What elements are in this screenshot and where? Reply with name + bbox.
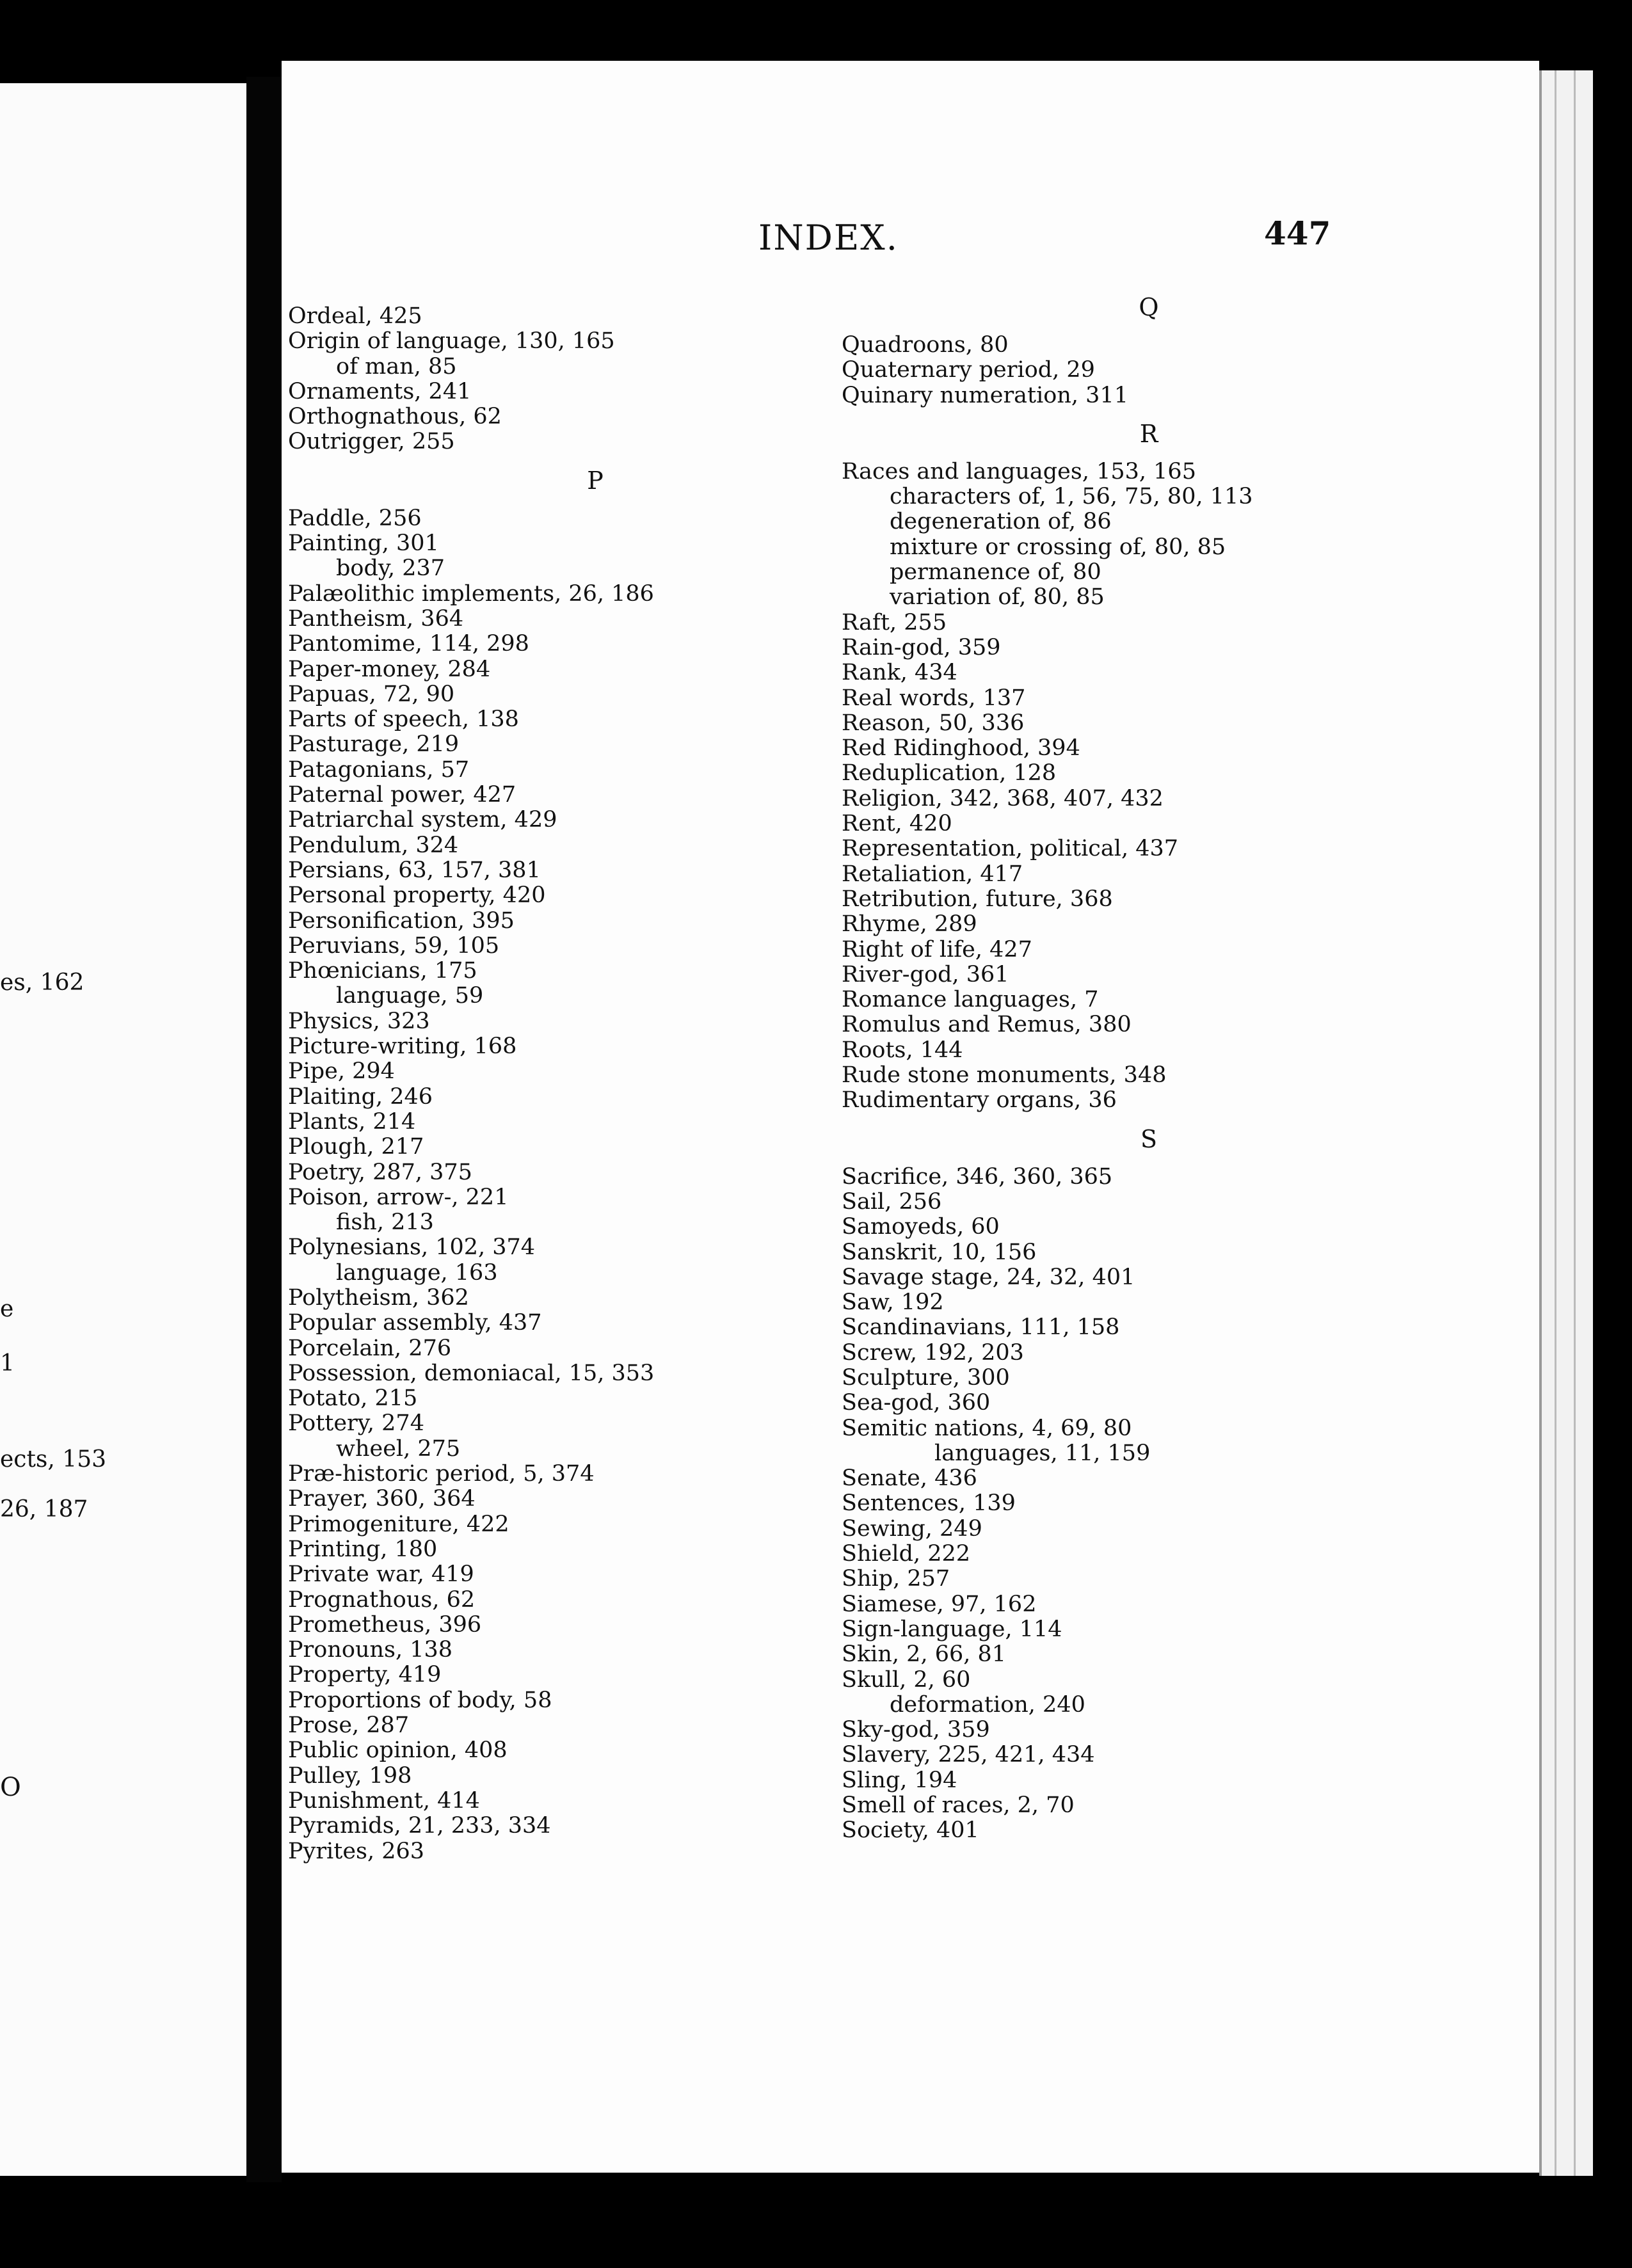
index-entry: Retaliation, 417 [842, 861, 1023, 887]
index-entry: Punishment, 414 [288, 1787, 480, 1814]
left-page-fragment: 26, 187 [0, 1496, 88, 1522]
index-entry: Sail, 256 [842, 1188, 942, 1215]
index-entry: Physics, 323 [288, 1008, 430, 1034]
index-entry: Society, 401 [842, 1817, 979, 1844]
index-entry: Sign-language, 114 [842, 1616, 1062, 1642]
index-entry: Primogeniture, 422 [288, 1511, 509, 1537]
left-page [0, 83, 246, 2176]
left-page-fragment: O [0, 1773, 21, 1802]
book-spine [246, 77, 282, 2182]
index-entry: Reduplication, 128 [842, 760, 1057, 787]
index-column-2 [842, 282, 1456, 1844]
left-page-fragment: e [0, 1296, 14, 1322]
index-entry: Pipe, 294 [288, 1058, 395, 1085]
index-subentry: characters of, 1, 56, 75, 80, 113 [890, 484, 1253, 510]
index-entry: Skin, 2, 66, 81 [842, 1641, 1007, 1668]
section-letter: P [587, 466, 604, 495]
index-subentry: mixture or crossing of, 80, 85 [890, 534, 1226, 560]
index-entry: Siamese, 97, 162 [842, 1591, 1037, 1617]
index-entry: Proportions of body, 58 [288, 1687, 552, 1713]
index-column-1 [288, 304, 902, 1864]
index-entry: Sea-god, 360 [842, 1390, 991, 1416]
index-entry: Rain-god, 359 [842, 634, 1001, 660]
index-entry: Præ-historic period, 5, 374 [288, 1461, 595, 1487]
index-entry: Representation, political, 437 [842, 836, 1179, 862]
index-entry: Roots, 144 [842, 1037, 963, 1063]
page-title: INDEX. [758, 218, 899, 258]
index-entry: Romulus and Remus, 380 [842, 1012, 1132, 1038]
index-entry: Pottery, 274 [288, 1410, 424, 1437]
index-entry: Shield, 222 [842, 1541, 971, 1567]
index-entry: Popular assembly, 437 [288, 1310, 542, 1336]
index-entry: Outrigger, 255 [288, 429, 455, 455]
index-entry: Patagonians, 57 [288, 756, 470, 783]
index-subentry: of man, 85 [336, 353, 457, 379]
index-entry: Samoyeds, 60 [842, 1214, 1000, 1240]
index-entry: Ship, 257 [842, 1566, 950, 1592]
index-entry: Pulley, 198 [288, 1762, 412, 1789]
index-entry: Quaternary period, 29 [842, 357, 1095, 383]
index-entry: Polytheism, 362 [288, 1284, 469, 1311]
page-number: 447 [1264, 214, 1331, 252]
right-page [282, 61, 1539, 2173]
index-entry: Ornaments, 241 [288, 378, 472, 404]
index-entry: Printing, 180 [288, 1536, 438, 1562]
index-entry: Sky-god, 359 [842, 1717, 990, 1743]
index-entry: Right of life, 427 [842, 936, 1032, 962]
left-page-fragment: ects, 153 [0, 1446, 107, 1473]
index-subentry: language, 59 [336, 983, 484, 1009]
section-letter: Q [1139, 293, 1159, 321]
left-page-fragment: es, 162 [0, 970, 84, 996]
index-entry: Plough, 217 [288, 1134, 424, 1160]
index-entry: Papuas, 72, 90 [288, 681, 455, 707]
index-subentry: variation of, 80, 85 [890, 584, 1105, 611]
index-entry: Retribution, future, 368 [842, 886, 1113, 912]
index-entry: Senate, 436 [842, 1465, 977, 1492]
index-entry: Semitic nations, 4, 69, 80 [842, 1415, 1132, 1441]
page-edge [1539, 70, 1593, 2176]
index-entry: Origin of language, 130, 165 [288, 328, 615, 355]
index-entry: Picture-writing, 168 [288, 1034, 517, 1060]
index-subentry: degeneration of, 86 [890, 509, 1112, 535]
index-entry: Prose, 287 [288, 1713, 410, 1739]
section-letter: S [1140, 1124, 1158, 1153]
index-entry: Patriarchal system, 429 [288, 807, 557, 833]
index-entry: Potato, 215 [288, 1386, 418, 1412]
index-entry: Saw, 192 [842, 1290, 944, 1316]
index-entry: Slavery, 225, 421, 434 [842, 1742, 1095, 1768]
index-entry: Rudimentary organs, 36 [842, 1087, 1117, 1114]
index-entry: Pantomime, 114, 298 [288, 631, 529, 657]
index-entry: Palæolithic implements, 26, 186 [288, 580, 654, 607]
index-entry: Persians, 63, 157, 381 [288, 857, 541, 883]
index-entry: Quadroons, 80 [842, 332, 1009, 358]
index-entry: Sling, 194 [842, 1767, 957, 1793]
index-entry: Religion, 342, 368, 407, 432 [842, 785, 1164, 811]
index-entry: Sanskrit, 10, 156 [842, 1239, 1037, 1265]
index-entry: Property, 419 [288, 1662, 442, 1688]
left-page-fragment: 1 [0, 1350, 15, 1377]
index-entry: Savage stage, 24, 32, 401 [842, 1264, 1135, 1290]
index-entry: Skull, 2, 60 [842, 1666, 971, 1693]
index-entry: Romance languages, 7 [842, 987, 1099, 1013]
index-entry: Scandinavians, 111, 158 [842, 1314, 1120, 1341]
index-entry: Poetry, 287, 375 [288, 1159, 472, 1185]
index-entry: Quinary numeration, 311 [842, 382, 1128, 408]
index-entry: Porcelain, 276 [288, 1335, 452, 1361]
index-subentry: language, 163 [336, 1259, 498, 1286]
index-entry: Parts of speech, 138 [288, 707, 519, 733]
index-entry: Real words, 137 [842, 685, 1026, 711]
index-entry: Plants, 214 [288, 1108, 416, 1135]
index-entry: Paper-money, 284 [288, 656, 491, 682]
index-entry: Rent, 420 [842, 811, 952, 837]
index-entry: Pantheism, 364 [288, 605, 464, 632]
index-entry: Pronouns, 138 [288, 1637, 453, 1663]
index-entry: Screw, 192, 203 [842, 1339, 1024, 1366]
index-entry: Prognathous, 62 [288, 1586, 476, 1613]
index-entry: Sacrifice, 346, 360, 365 [842, 1163, 1113, 1190]
index-entry: Red Ridinghood, 394 [842, 735, 1080, 762]
index-entry: Public opinion, 408 [288, 1737, 508, 1764]
index-entry: Prayer, 360, 364 [288, 1486, 476, 1512]
index-entry: Private war, 419 [288, 1561, 474, 1588]
index-entry: Paddle, 256 [288, 505, 422, 531]
index-entry: Pendulum, 324 [288, 832, 459, 858]
index-subentry: permanence of, 80 [890, 559, 1101, 586]
index-entry: Phœnicians, 175 [288, 958, 477, 984]
index-entry: Raft, 255 [842, 609, 947, 635]
index-entry: Smell of races, 2, 70 [842, 1793, 1075, 1819]
index-entry: Rank, 434 [842, 660, 957, 686]
index-entry: Ordeal, 425 [288, 303, 422, 329]
index-entry: Pyramids, 21, 233, 334 [288, 1813, 551, 1839]
index-entry: Rhyme, 289 [842, 911, 977, 938]
index-entry: Sentences, 139 [842, 1490, 1016, 1517]
index-entry: Pasturage, 219 [288, 731, 460, 758]
index-entry: Races and languages, 153, 165 [842, 458, 1196, 484]
index-entry: Prometheus, 396 [288, 1611, 482, 1638]
section-letter: R [1139, 419, 1158, 448]
index-entry: River-god, 361 [842, 961, 1009, 987]
index-subentry: fish, 213 [336, 1210, 434, 1236]
index-entry: Painting, 301 [288, 531, 439, 557]
index-entry: Reason, 50, 336 [842, 710, 1025, 736]
index-entry: Sewing, 249 [842, 1515, 982, 1542]
index-subentry: body, 237 [336, 555, 445, 582]
index-entry: Rude stone monuments, 348 [842, 1062, 1167, 1089]
index-entry: Orthognathous, 62 [288, 404, 502, 430]
index-subentry: languages, 11, 159 [934, 1440, 1151, 1466]
index-entry: Pyrites, 263 [288, 1838, 425, 1864]
index-entry: Plaiting, 246 [288, 1083, 433, 1110]
index-subentry: deformation, 240 [890, 1691, 1085, 1718]
index-entry: Personification, 395 [288, 907, 515, 934]
index-entry: Paternal power, 427 [288, 782, 516, 808]
index-entry: Possession, demoniacal, 15, 353 [288, 1360, 655, 1386]
index-entry: Sculpture, 300 [842, 1364, 1010, 1391]
index-entry: Peruvians, 59, 105 [288, 932, 500, 959]
index-subentry: wheel, 275 [336, 1435, 461, 1462]
index-entry: Personal property, 420 [288, 882, 546, 909]
index-entry: Polynesians, 102, 374 [288, 1234, 536, 1261]
index-entry: Poison, arrow-, 221 [288, 1184, 509, 1210]
